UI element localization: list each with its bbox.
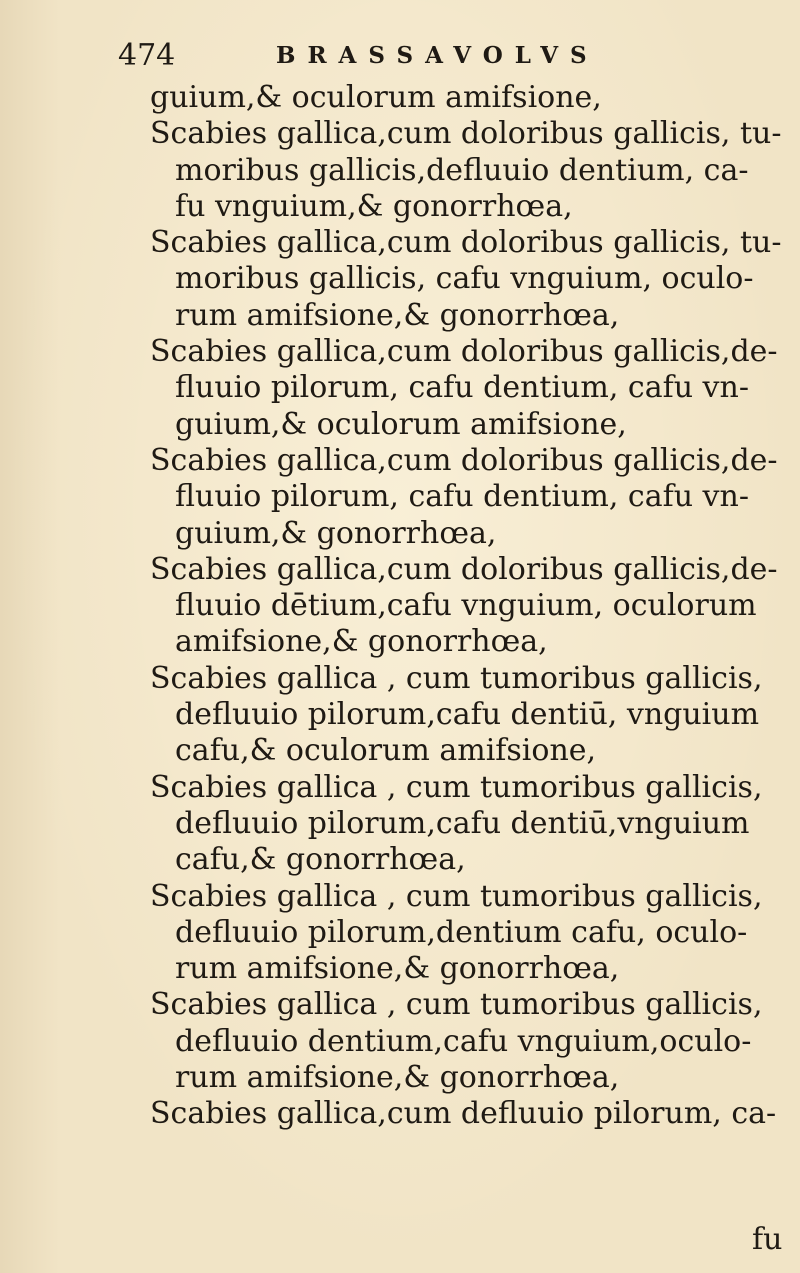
text-line: Scabies gallica,cum doloribus gallicis,de-	[150, 442, 778, 478]
text-line: defluuio dentium,cafu vnguium,oculo-	[175, 1023, 752, 1059]
text-line: guium,& gonorrhœa,	[175, 515, 497, 551]
text-line: defluuio pilorum,dentium cafu, oculo-	[175, 914, 748, 950]
text-line: guium,& oculorum amifsione,	[175, 406, 627, 442]
text-line: moribus gallicis, cafu vnguium, oculo-	[175, 261, 754, 297]
text-line: Scabies gallica,cum doloribus gallicis, tu-	[150, 116, 782, 152]
page-number: 474	[118, 38, 176, 73]
text-line: cafu,& oculorum amifsione,	[175, 733, 597, 769]
catchword: fu	[752, 1222, 783, 1257]
text-line: cafu,& gonorrhœa,	[175, 842, 466, 878]
text-line: fluuio pilorum, cafu dentium, cafu vn-	[175, 479, 749, 515]
text-line: fluuio pilorum, cafu dentium, cafu vn-	[175, 370, 749, 406]
text-line: rum amifsione,& gonorrhœa,	[175, 1060, 620, 1096]
text-line: Scabies gallica , cum tumoribus gallicis,	[150, 878, 763, 914]
text-line: Scabies gallica,cum doloribus gallicis,de-	[150, 551, 778, 587]
text-line: rum amifsione,& gonorrhœa,	[175, 297, 620, 333]
text-line: Scabies gallica,cum doloribus gallicis, tu-	[150, 225, 782, 261]
text-line: Scabies gallica,cum defluuio pilorum, ca-	[150, 1096, 777, 1132]
text-line: Scabies gallica , cum tumoribus gallicis,	[150, 987, 763, 1023]
text-line: Scabies gallica,cum doloribus gallicis,de-	[150, 334, 778, 370]
body-text	[150, 80, 790, 1133]
text-line: Scabies gallica , cum tumoribus gallicis,	[150, 769, 763, 805]
text-line: moribus gallicis,defluuio dentium, ca-	[175, 152, 749, 188]
text-line: fu vnguium,& gonorrhœa,	[175, 188, 573, 224]
text-line: fluuio dētium,cafu vnguium, oculorum	[175, 588, 757, 624]
page-header	[118, 38, 678, 82]
text-line: defluuio pilorum,cafu dentiū,vnguium	[175, 805, 750, 841]
text-line: amifsione,& gonorrhœa,	[175, 624, 548, 660]
text-line: guium,& oculorum amifsione,	[150, 80, 602, 115]
text-line: rum amifsione,& gonorrhœa,	[175, 951, 620, 987]
running-head: BRASSAVOLVS	[276, 42, 599, 69]
text-line: defluuio pilorum,cafu dentiū, vnguium	[175, 697, 760, 733]
text-line: Scabies gallica , cum tumoribus gallicis,	[150, 660, 763, 696]
